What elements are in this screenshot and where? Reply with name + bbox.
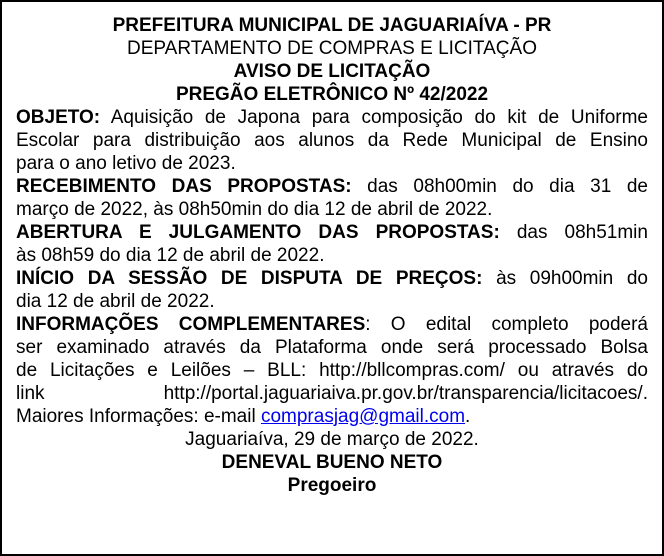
text-segment: Escolar para distribuição aos alunos da Rede Municipal de Ensino: [16, 130, 648, 151]
text-segment: às 08h59 do dia 12 de abril de 2022.: [16, 245, 325, 266]
section-label: RECEBIMENTO DAS PROPOSTAS:: [16, 176, 352, 197]
text-line: [16, 221, 648, 244]
text-line: [16, 474, 648, 497]
text-line: [16, 14, 648, 37]
text-line: [16, 175, 648, 198]
text-line: [16, 336, 648, 359]
text-segment: : O edital completo poderá: [365, 314, 649, 335]
text-line: [16, 129, 648, 152]
text-segment: .: [465, 406, 471, 427]
text-segment: http://portal.jaguariaiva.pr.gov.br/transparencia/licitacoes/.: [163, 383, 648, 404]
text-line: [16, 152, 648, 175]
text-line: [16, 60, 648, 83]
text-segment: ser examinado através da Plataforma onde será processado Bolsa: [16, 337, 648, 358]
text-line: [16, 244, 648, 267]
text-segment: Maiores Informações: e-mail: [16, 406, 261, 427]
text-segment: [45, 383, 164, 404]
text-line: [16, 405, 648, 428]
section-label: PREGÃO ELETRÔNICO Nº 42/2022: [175, 84, 489, 105]
section-label: PREFEITURA MUNICIPAL DE JAGUARIAÍVA - PR: [112, 15, 552, 36]
text-segment: Aquisição de Japona para composição do kit de Uniforme: [100, 107, 648, 128]
text-line: [16, 83, 648, 106]
text-segment: para o ano letivo de 2023.: [16, 153, 236, 174]
text-line: [16, 290, 648, 313]
text-segment: link: [16, 383, 45, 404]
text-segment: das 08h00min do dia 31 de: [351, 176, 648, 197]
text-line: [16, 451, 648, 474]
text-segment: das 08h51min: [499, 222, 648, 243]
section-label: ABERTURA E JULGAMENTO DAS PROPOSTAS:: [16, 222, 500, 243]
notice-body: [16, 14, 648, 497]
email-link[interactable]: comprasjag@gmail.com: [260, 406, 466, 427]
section-label: INÍCIO DA SESSÃO DE DISPUTA DE PREÇOS:: [16, 268, 483, 289]
text-line: [16, 428, 648, 451]
section-label: INFORMAÇÕES COMPLEMENTARES: [16, 314, 366, 335]
text-line: [16, 382, 648, 405]
section-label: Pregoeiro: [287, 475, 377, 496]
section-label: DENEVAL BUENO NETO: [221, 452, 443, 473]
text-line: [16, 198, 648, 221]
text-line: [16, 267, 648, 290]
section-label: AVISO DE LICITAÇÃO: [233, 61, 431, 82]
text-segment: dia 12 de abril de 2022.: [16, 291, 215, 312]
text-segment: Jaguariaíva, 29 de março de 2022.: [185, 429, 479, 450]
text-line: [16, 37, 648, 60]
text-segment: de Licitações e Leilões – BLL: http://bllcompras.com/ ou através do: [16, 360, 648, 381]
text-segment: às 09h00min do: [482, 268, 648, 289]
text-line: [16, 313, 648, 336]
text-line: [16, 359, 648, 382]
text-segment: março de 2022, às 08h50min do dia 12 de abril de 2022.: [16, 199, 493, 220]
text-segment: DEPARTAMENTO DE COMPRAS E LICITAÇÃO: [127, 38, 537, 59]
text-line: [16, 106, 648, 129]
section-label: OBJETO:: [16, 107, 101, 128]
